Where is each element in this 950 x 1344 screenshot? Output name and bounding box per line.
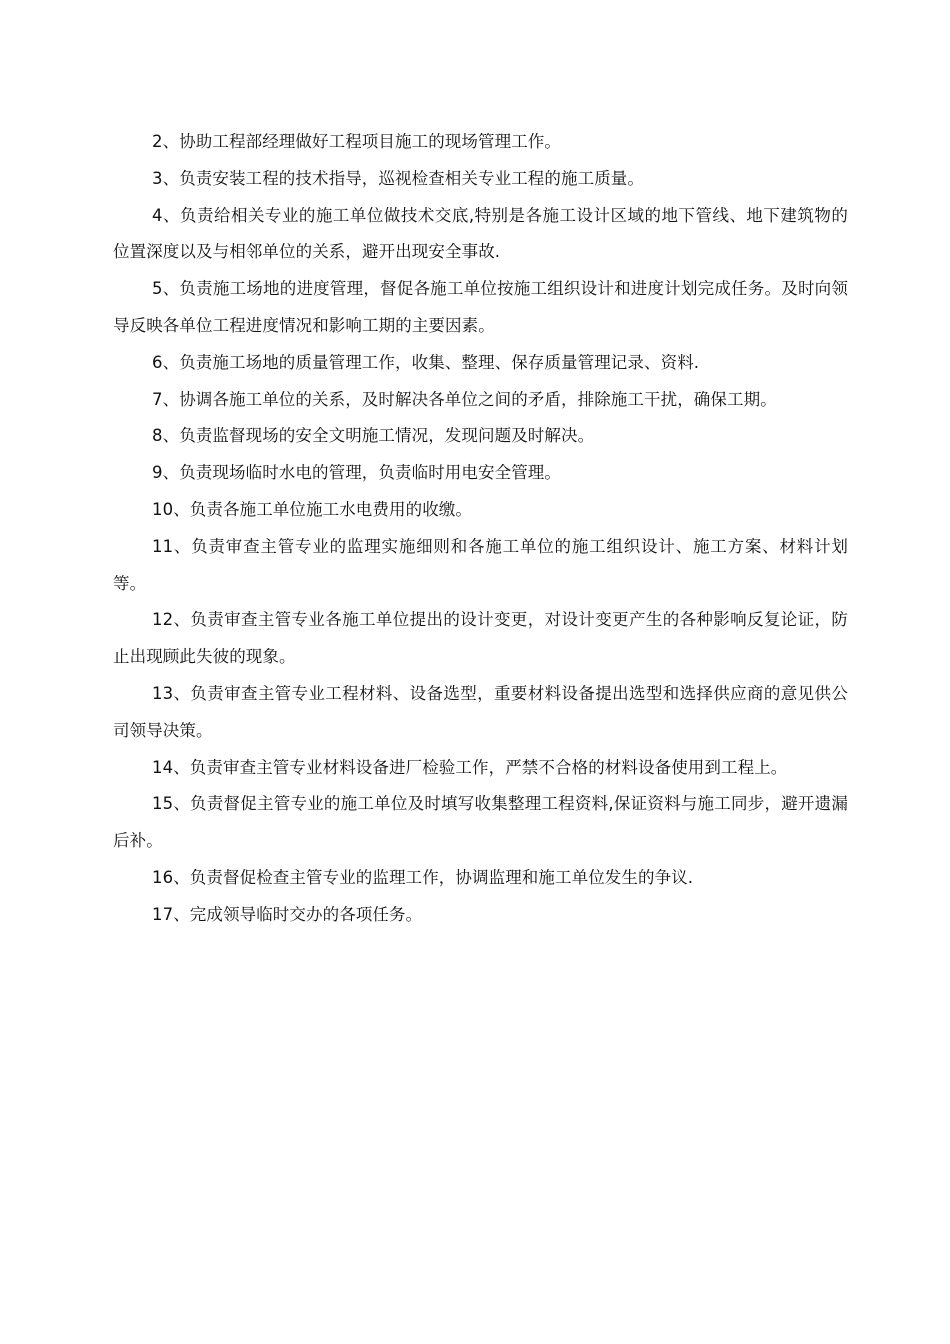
list-item: 2、协助工程部经理做好工程项目施工的现场管理工作。	[152, 132, 561, 151]
document-body	[113, 124, 848, 934]
list-item: 7、协调各施工单位的关系，及时解决各单位之间的矛盾，排除施工干扰，确保工期。	[152, 389, 777, 409]
list-item: 11、负责审查主管专业的监理实施细则和各施工单位的施工组织设计、施工方案、材料计划等。	[113, 536, 848, 593]
list-item: 17、完成领导临时交办的各项任务。	[152, 904, 423, 924]
list-item: 10、负责各施工单位施工水电费用的收缴。	[152, 499, 472, 519]
list-item: 5、负责施工场地的进度管理，督促各施工单位按施工组织设计和进度计划完成任务。及时向领导反映各单位工程进度情况和影响工期的主要因素。	[113, 279, 848, 335]
list-item: 15、负责督促主管专业的施工单位及时填写收集整理工程资料,保证资料与施工同步，避开遗漏后补。	[113, 794, 848, 851]
list-item: 3、负责安装工程的技术指导，巡视检查相关专业工程的施工质量。	[152, 168, 644, 188]
list-item: 13、负责审查主管专业工程材料、设备选型，重要材料设备提出选型和选择供应商的意见供公司领导决策。	[113, 683, 848, 740]
list-item: 8、负责监督现场的安全文明施工情况，发现问题及时解决。	[152, 426, 595, 446]
list-item: 9、负责现场临时水电的管理，负责临时用电安全管理。	[152, 463, 561, 483]
list-item: 6、负责施工场地的质量管理工作，收集、整理、保存质量管理记录、资料.	[152, 352, 700, 372]
list-item: 12、负责审查主管专业各施工单位提出的设计变更，对设计变更产生的各种影响反复论证，防止出现顾此失彼的现象。	[113, 610, 848, 667]
list-item: 16、负责督促检查主管专业的监理工作，协调监理和施工单位发生的争议.	[152, 867, 694, 887]
list-item: 14、负责审查主管专业材料设备进厂检验工作，严禁不合格的材料设备使用到工程上。	[152, 757, 788, 777]
list-item: 4、负责给相关专业的施工单位做技术交底,特别是各施工设计区域的地下管线、地下建筑物的位置深度以及与相邻单位的关系，避开出现安全事故.	[113, 205, 848, 262]
